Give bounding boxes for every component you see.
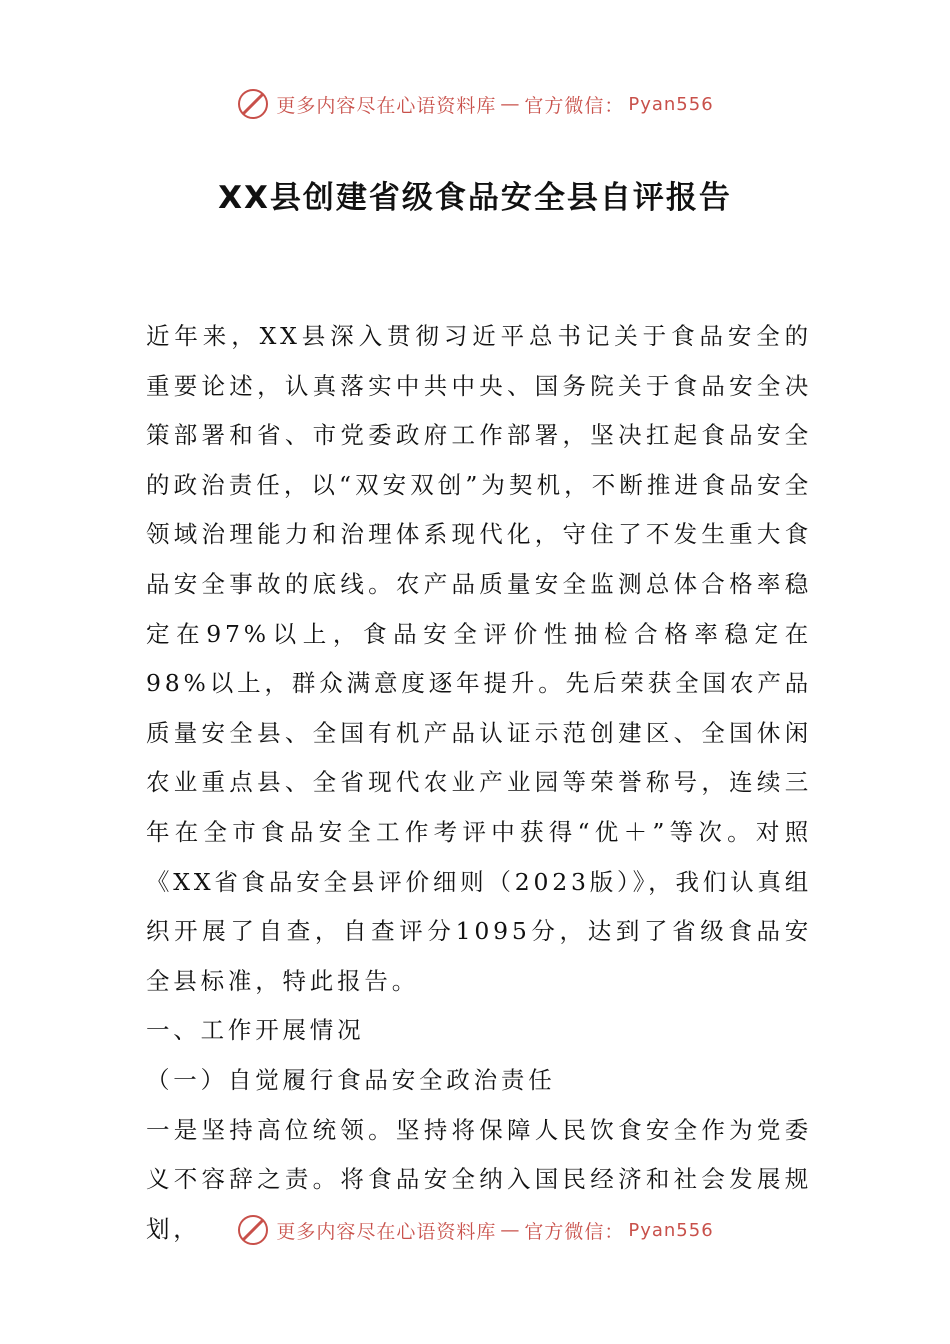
footer-banner — [0, 1210, 950, 1250]
intro-paragraph: 近年来，XX县深入贯彻习近平总书记关于食品安全的重要论述，认真落实中共中央、国务院关于食品安全决策部署和省、市党委政府工作部署，坚决扛起食品安全的政治责任，以“双安双创”为契机，不断推进食品安全领域治理能力和治理体系现代化，守住了不发生重大食品安全事故的底线。农产品质量安全监测总体合格率稳定在97%以上，食品安全评价性抽检合格率稳定在98%以上，群众满意度逐年提升。先后荣获全国农产品质量安全县、全国有机产品认证示范创建区、全国休闲农业重点县、全省现代农业产业园等荣誉称号，连续三年在全市食品安全工作考评中获得“优＋”等次。对照《XX省食品安全县评价细则（2023版）》，我们认真组织开展了自查，自查评分1095分，达到了省级食品安全县标准，特此报告。 — [146, 322, 812, 995]
subsection-heading: （一）自觉履行食品安全政治责任 — [146, 1065, 556, 1094]
section-heading: 一、工作开展情况 — [146, 1016, 365, 1045]
banner-text: 更多内容尽在心语资料库 — [276, 94, 497, 117]
header-banner — [0, 84, 950, 124]
document-title: XX县创建省级食品安全县自评报告 — [218, 180, 732, 216]
document-body — [146, 312, 812, 1254]
banner-wechat: Pyan556 — [628, 1219, 714, 1241]
pen-logo-icon — [236, 1213, 270, 1247]
pen-logo-icon — [236, 87, 270, 121]
banner-wechat: Pyan556 — [628, 93, 714, 115]
body-paragraph: 一是坚持高位统领。坚持将保障人民饮食安全作为党委义不容辞之责。将食品安全纳入国民经济和社会发展规划， — [146, 1115, 812, 1243]
banner-separator: — — [500, 93, 521, 115]
banner-label: 官方微信： — [524, 1220, 625, 1243]
banner-text: 更多内容尽在心语资料库 — [276, 1220, 497, 1243]
banner-separator: — — [500, 1219, 521, 1241]
banner-label: 官方微信： — [524, 94, 625, 117]
